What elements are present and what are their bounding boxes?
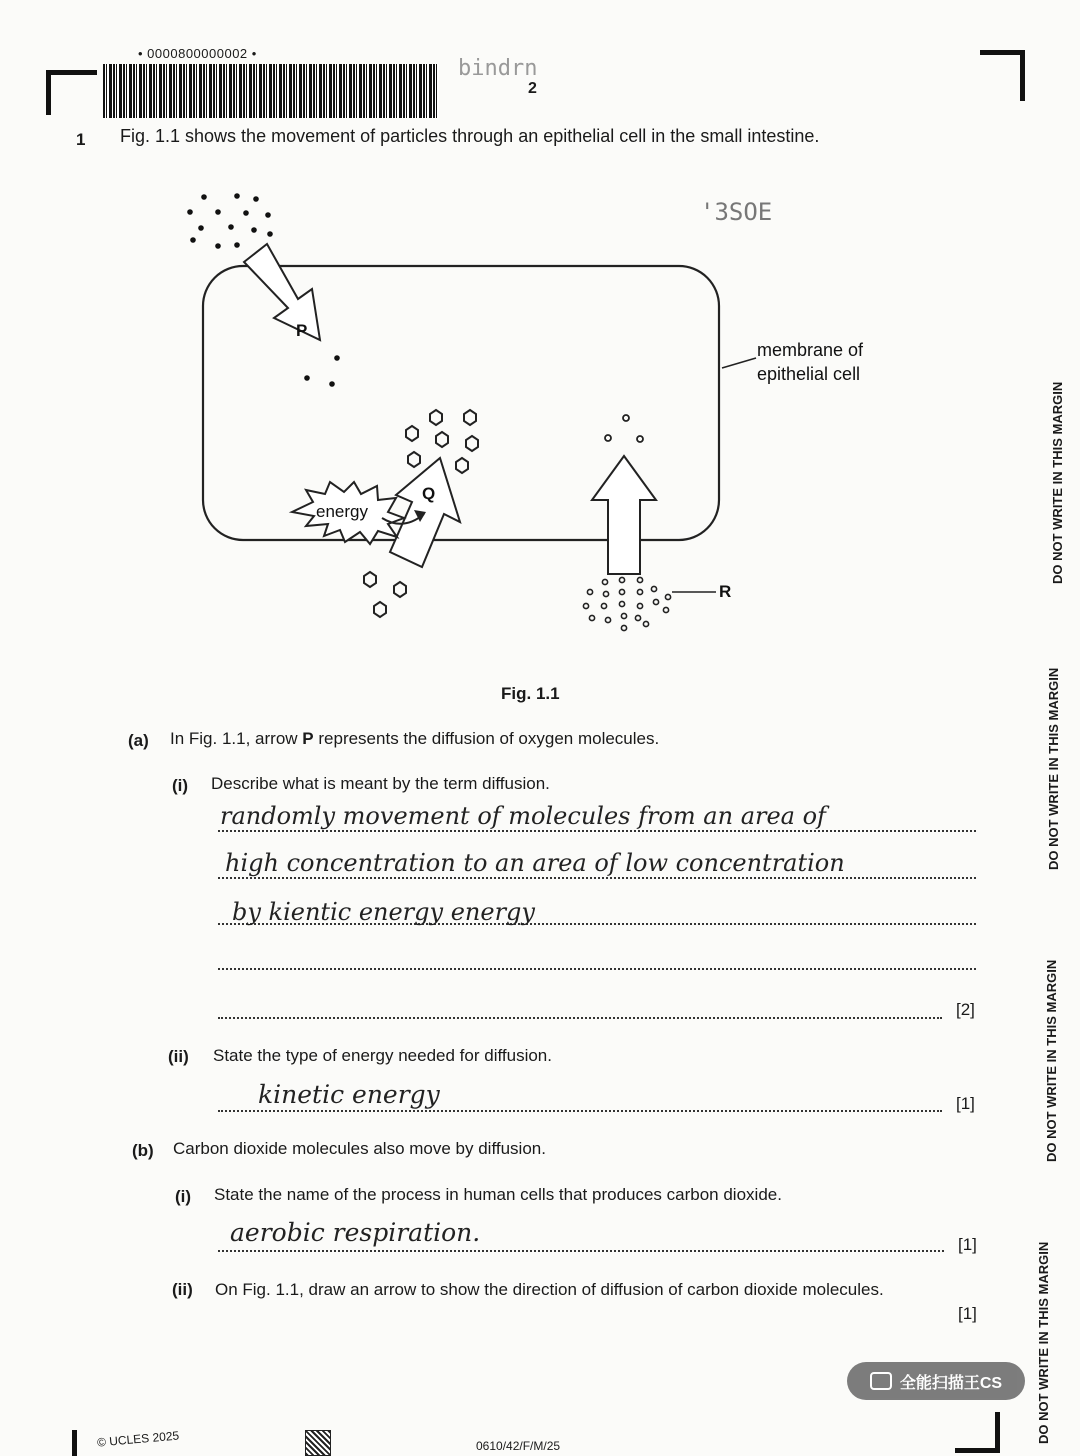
mark-allocation: [2] [956,1000,975,1019]
answer-line [218,830,976,832]
answer-line [218,1250,944,1252]
footer-paper-code: 0610/42/F/M/25 [476,1439,561,1453]
part-b-i-label: (i) [175,1187,192,1206]
footer-copyright: © UCLES 2025 [96,1428,180,1450]
label-membrane-line1: membrane of [757,340,864,360]
margin-warning: DO NOT WRITE IN THIS MARGIN [1044,959,1059,1162]
arrow-r [592,456,656,574]
part-b-ii-question: On Fig. 1.1, draw an arrow to show the direction of diffusion of carbon dioxide molecules. [215,1280,884,1299]
handwritten-answer: kinetic energy [258,1080,440,1109]
mark-allocation: [1] [958,1235,977,1254]
label-energy: energy [316,502,368,521]
hexagon-molecules-outside [364,572,406,617]
part-a-ii-question: State the type of energy needed for diffusion. [213,1046,552,1065]
label-membrane-line2: epithelial cell [757,364,861,384]
figure-1-1 [0,0,1080,680]
margin-warning: DO NOT WRITE IN THIS MARGIN [1050,381,1065,584]
margin-warning: DO NOT WRITE IN THIS MARGIN [1046,667,1061,870]
barcode-number: • 0000800000002 • [138,46,257,61]
handwritten-answer-line-2: high concentration to an area of low concentration [225,849,845,877]
answer-line [218,968,976,970]
part-b-text: Carbon dioxide molecules also move by diffusion. [173,1139,546,1158]
registration-mark-bottom-right [955,1412,1000,1453]
mark-allocation: [1] [956,1094,975,1113]
margin-warning: DO NOT WRITE IN THIS MARGIN [1036,1241,1051,1444]
part-a-text: In Fig. 1.1, arrow P represents the diffusion of oxygen molecules. [170,729,660,748]
part-b-label: (b) [132,1141,154,1160]
part-a-i-label: (i) [172,776,189,795]
arrow-p [244,244,320,340]
part-b-ii-label: (ii) [172,1280,193,1299]
scanner-icon [870,1372,892,1390]
answer-line [218,877,976,879]
label-r: R [719,582,732,601]
watermark-text: 全能扫描王CS [899,1374,1003,1392]
mark-allocation: [1] [958,1304,977,1323]
part-a-label: (a) [128,731,149,750]
bleed-through-text: bindrn [458,56,538,81]
oxygen-dots-inside [304,355,340,387]
scanner-watermark-badge [847,1362,1025,1400]
footer-qr-code [305,1430,331,1456]
part-a-ii-label: (ii) [168,1047,189,1066]
r-molecules-inside [605,415,643,442]
r-molecules-outside [583,577,670,630]
part-b-i-question: State the name of the process in human cells that produces carbon dioxide. [214,1185,782,1204]
membrane-leader-line [722,358,756,368]
answer-line [218,1110,942,1112]
question-intro: Fig. 1.1 shows the movement of particles through an epithelial cell in the small intestine. [120,126,820,146]
label-p: P [296,321,308,340]
part-a-i-question: Describe what is meant by the term diffusion. [211,774,550,793]
oxygen-dots-outside [187,193,273,249]
page-number: 2 [528,80,537,97]
question-number: 1 [76,130,86,149]
registration-mark-bottom-left [72,1430,77,1456]
figure-caption: Fig. 1.1 [501,684,560,703]
handwritten-answer-line-3: by kientic energy energy [232,898,535,926]
bleed-through-text-2: '3SOE [700,198,773,226]
answer-line [218,1017,942,1019]
handwritten-answer: aerobic respiration. [230,1218,481,1247]
handwritten-answer-line-1: randomly movement of molecules from an area of [220,802,826,830]
label-q: Q [422,484,436,503]
